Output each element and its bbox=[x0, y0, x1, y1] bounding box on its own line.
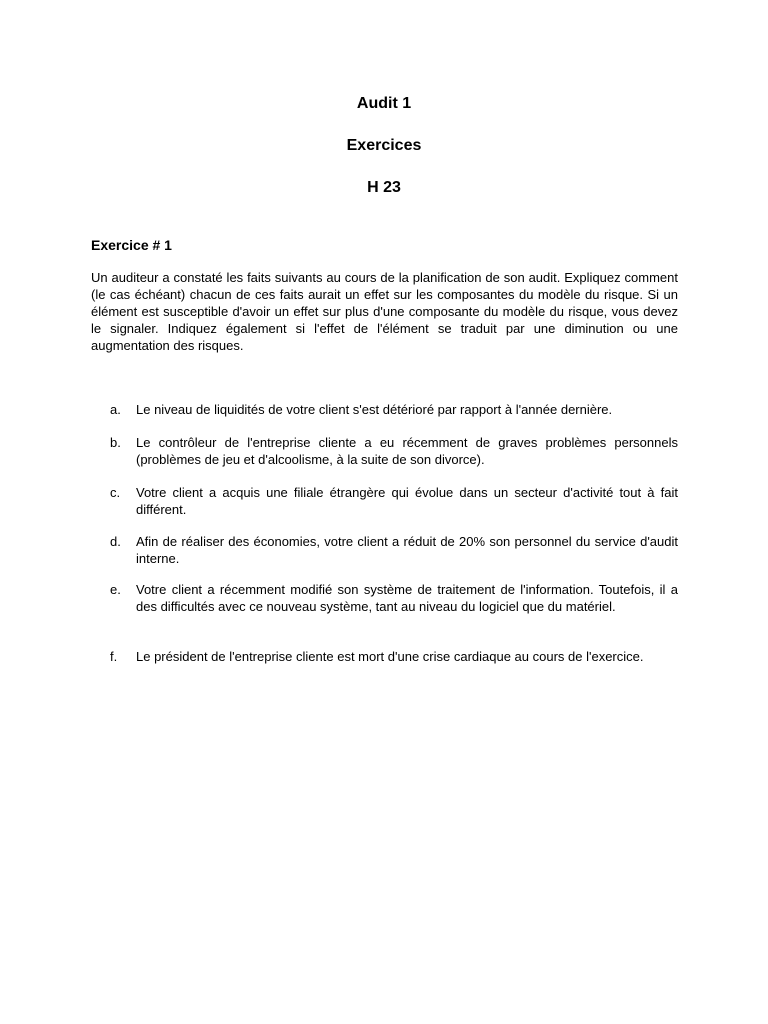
exercise-heading: Exercice # 1 bbox=[91, 237, 172, 253]
document-title: Audit 1 bbox=[356, 95, 412, 112]
list-item bbox=[110, 533, 678, 567]
item-text: Le contrôleur de l'entreprise cliente a eu récemment de graves problèmes personnels (problèmes de jeu et d'alcoolisme, à la suite de son divorce). bbox=[136, 435, 678, 467]
item-letter: f. bbox=[110, 649, 118, 664]
item-text: Le président de l'entreprise cliente est mort d'une crise cardiaque au cours de l'exercice. bbox=[136, 649, 644, 664]
list-item bbox=[110, 648, 678, 665]
item-letter: c. bbox=[110, 485, 121, 500]
item-text: Votre client a récemment modifié son système de traitement de l'information. Toutefois, il a des difficultés avec ce nouveau système, tant au niveau du logiciel que du matériel. bbox=[136, 582, 678, 614]
item-letter: e. bbox=[110, 582, 121, 597]
list-item bbox=[110, 484, 678, 518]
item-text: Votre client a acquis une filiale étrangère qui évolue dans un secteur d'activité tout à fait différent. bbox=[136, 485, 678, 517]
item-letter: d. bbox=[110, 534, 121, 549]
item-letter: b. bbox=[110, 435, 121, 450]
term-label: H 23 bbox=[367, 179, 401, 196]
item-text: Le niveau de liquidités de votre client s'est détérioré par rapport à l'année dernière. bbox=[136, 402, 613, 417]
document-subtitle: Exercices bbox=[346, 137, 422, 154]
exercise-instructions: Un auditeur a constaté les faits suivants au cours de la planification de son audit. Expliquez comment (le cas échéant) chacun de ces faits aurait un effet sur les composantes du modèle du risque. Si un élément est susceptible d'avoir un effet sur plus d'une composante du modèle du risque, vous devez le signaler. Indiquez également si l'effet de l'élément se traduit par une diminution ou une augmentation des risques. bbox=[91, 270, 678, 353]
item-text: Afin de réaliser des économies, votre client a réduit de 20% son personnel du service d'audit interne. bbox=[136, 534, 678, 566]
item-letter: a. bbox=[110, 402, 121, 417]
list-item bbox=[110, 434, 678, 468]
list-item bbox=[110, 401, 678, 418]
list-item bbox=[110, 581, 678, 615]
